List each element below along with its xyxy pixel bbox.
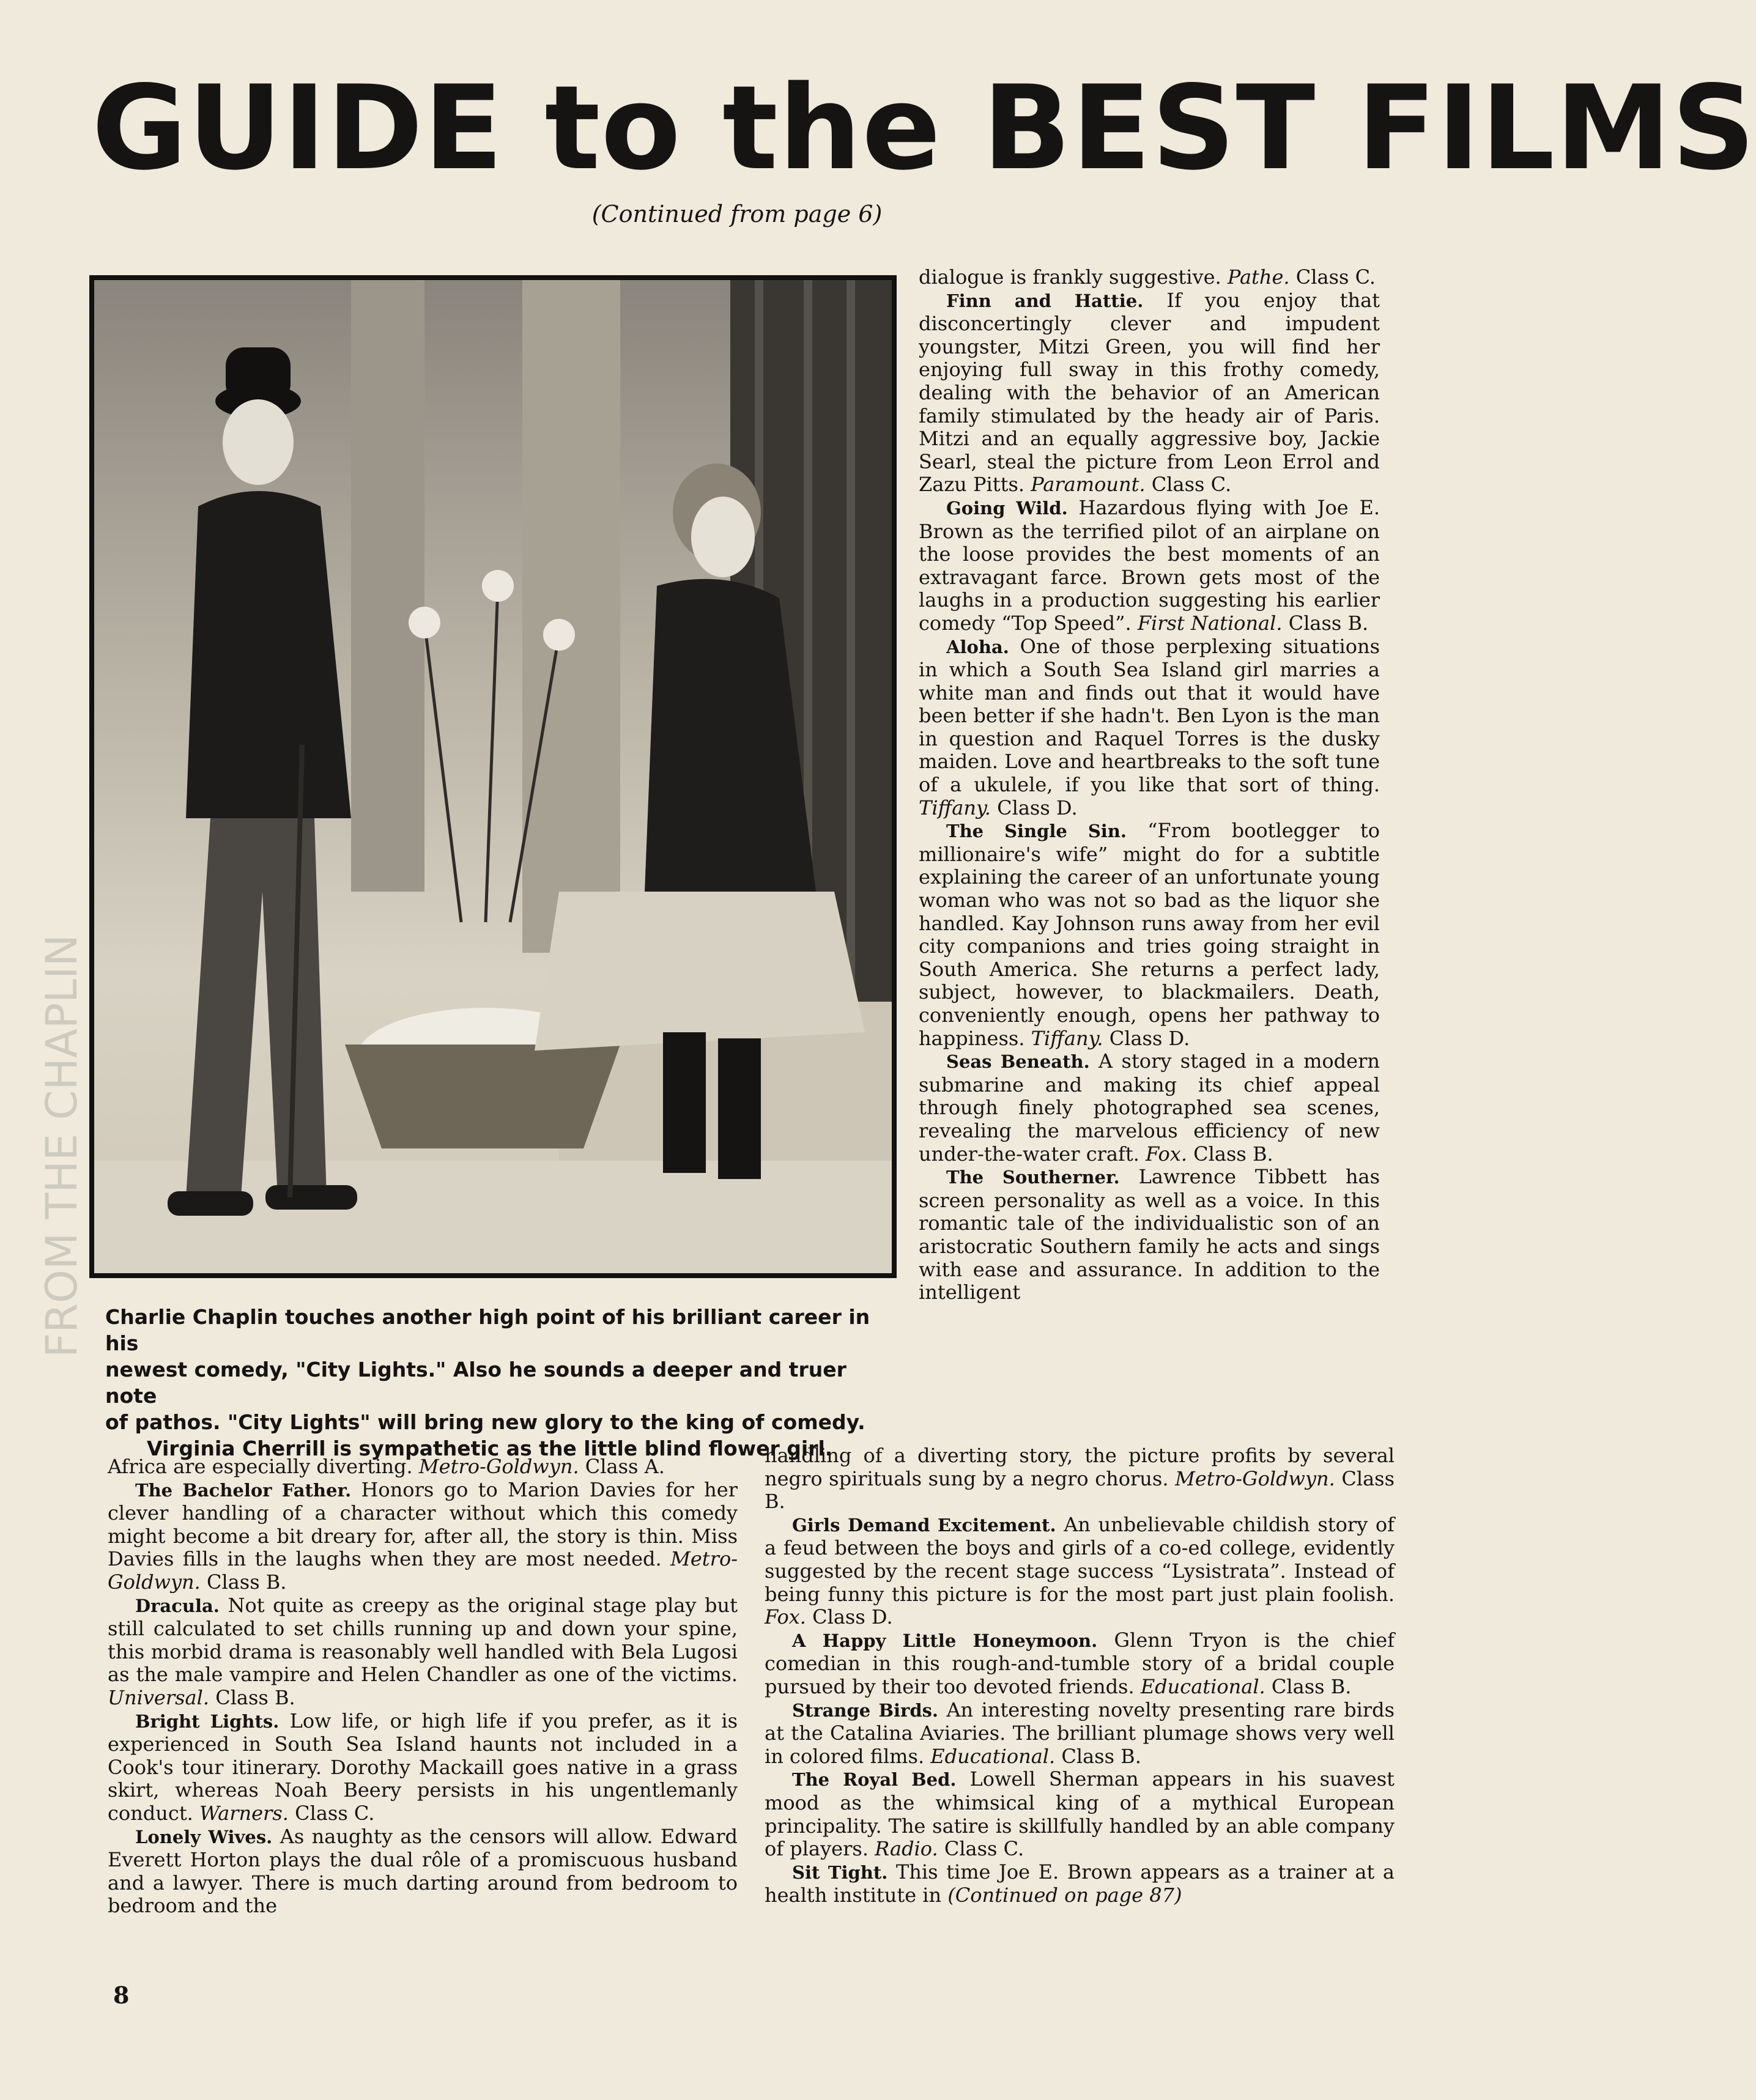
- film-still-illustration: [94, 280, 892, 1273]
- review-entry: The Southerner. Lawrence Tibbett has screen personality as well as a voice. In this romantic tale of the individualistic son of an aristocratic Southern family he acts and sings with ease and assurance. In addition to the intelligent: [919, 1165, 1380, 1304]
- film-title: The Bachelor Father.: [135, 1479, 352, 1501]
- caption-line: Charlie Chaplin touches another high point of his brilliant career in his: [105, 1305, 870, 1355]
- film-title: Girls Demand Excitement.: [792, 1514, 1056, 1536]
- caption-line: of pathos. "City Lights" will bring new glory to the king of comedy.: [105, 1410, 865, 1434]
- film-title: A Happy Little Honeymoon.: [792, 1630, 1098, 1651]
- page-title: GUIDE to the BEST FILMS: [92, 61, 1756, 196]
- review-entry: Lonely Wives. As naughty as the censors will allow. Edward Everett Horton plays the dual rôle of a promiscuous husband and a lawyer. There is much darting around from bedroom to bedroom and the: [108, 1824, 738, 1918]
- review-entry: Strange Birds. An interesting novelty presenting rare birds at the Catalina Aviaries. The brilliant plumage shows very well in colored films. Educational. Class B.: [765, 1698, 1395, 1768]
- caption-line: newest comedy, "City Lights." Also he sounds a deeper and truer note: [105, 1358, 847, 1408]
- page-number: 8: [113, 1981, 130, 2009]
- review-entry: The Single Sin. “From bootlegger to millionaire's wife” might do for a subtitle explaining the career of an unfortunate young woman who was not so bad as the liquor she handled. Kay Johnson runs away from her evil city companions and tries going straight in South America. She returns a perfect lady, subject, however, to blackmailers. Death, conveniently enough, opens her pathway to happiness. Tiffany. Class D.: [919, 819, 1380, 1050]
- film-title: Sit Tight.: [792, 1862, 888, 1883]
- review-entry: Seas Beneath. A story staged in a modern submarine and making its chief appeal through finely photographed sea scenes, revealing the marvelous efficiency of new under-the-water craft. Fox. Class B.: [919, 1049, 1380, 1166]
- film-title: The Single Sin.: [946, 821, 1127, 842]
- review-entry: Aloha. One of those perplexing situations in which a South Sea Island girl marries a white man and finds out that it would have been better if she hadn't. Ben Lyon is the man in question and Raquel Torres is the dusky maiden. Love and heartbreaks to the soft tune of a ukulele, if you like that sort of thing. Tiffany. Class D.: [919, 634, 1380, 819]
- film-title: Bright Lights.: [135, 1710, 280, 1732]
- continued-on-note: (Continued on page 87): [947, 1884, 1182, 1907]
- film-still-photo: [89, 275, 897, 1278]
- film-title: Seas Beneath.: [946, 1051, 1090, 1073]
- review-entry: Finn and Hattie. If you enjoy that disconcertingly clever and impudent youngster, Mitzi Green, you will find her enjoying full sway in this frothy comedy, dealing with the behavior of an American family stimulated by the heady air of Paris. Mitzi and an equally aggressive boy, Jackie Searl, steal the picture from Leon Errol and Zazu Pitts. Paramount. Class C.: [919, 288, 1380, 497]
- review-entry: handling of a diverting story, the picture profits by several negro spirituals sung by a negro chorus. Metro-Goldwyn. Class B.: [765, 1444, 1395, 1514]
- film-title: Aloha.: [946, 636, 1009, 657]
- review-entry: The Bachelor Father. Honors go to Marion Davies for her clever handling of a character without which this comedy might become a bit dreary for, after all, the story is thin. Miss Davies fills in the laughs when they are most needed. Metro-Goldwyn. Class B.: [108, 1477, 738, 1594]
- review-column-left: [108, 1455, 738, 1918]
- film-title: Dracula.: [135, 1595, 220, 1616]
- review-entry: A Happy Little Honeymoon. Glenn Tryon is the chief comedian in this rough-and-tumble story of a bridal couple pursued by their too devoted friends. Educational. Class B.: [765, 1628, 1395, 1698]
- review-column-right: [919, 266, 1380, 1304]
- continued-from-note: (Continued from page 6): [591, 201, 883, 227]
- photo-caption: [105, 1304, 894, 1462]
- review-entry: dialogue is frankly suggestive. Pathe. Class C.: [919, 265, 1376, 289]
- film-title: The Southerner.: [946, 1167, 1120, 1188]
- review-entry: Bright Lights. Low life, or high life if you prefer, as it is experienced in South Sea Island haunts not included in a Cook's tour itinerary. Dorothy Mackaill goes native in a grass skirt, whereas Noah Beery persists in his ungentlemanly conduct. Warners. Class C.: [108, 1709, 738, 1825]
- review-entry: Going Wild. Hazardous flying with Joe E. Brown as the terrified pilot of an airplane on the loose provides the best moments of an extravagant farce. Brown gets most of the laughs in a production suggesting his earlier comedy “Top Speed”. First National. Class B.: [919, 495, 1380, 635]
- review-column-middle: [765, 1444, 1395, 1907]
- review-entry: Sit Tight. This time Joe E. Brown appears as a trainer at a health institute in (Continued on page 87): [765, 1860, 1395, 1907]
- caption-line: Virginia Cherrill is sympathetic as the little blind flower girl.: [147, 1436, 833, 1460]
- film-title: Going Wild.: [946, 497, 1068, 519]
- film-title: The Royal Bed.: [792, 1769, 957, 1791]
- watermark-text: FROM THE CHAPLIN: [37, 934, 87, 1358]
- film-title: Strange Birds.: [792, 1699, 939, 1721]
- review-entry: Africa are especially diverting. Metro-Goldwyn. Class A.: [108, 1455, 665, 1478]
- review-entry: Dracula. Not quite as creepy as the original stage play but still calculated to set chills running up and down your spine, this morbid drama is reasonably well handled with Bela Lugosi as the male vampire and Helen Chandler as one of the victims. Universal. Class B.: [108, 1593, 738, 1709]
- review-entry: The Royal Bed. Lowell Sherman appears in his suavest mood as the whimsical king of a mythical European principality. The satire is skillfully handled by an able company of players. Radio. Class C.: [765, 1767, 1395, 1861]
- film-title: Finn and Hattie.: [946, 290, 1144, 311]
- review-entry: Girls Demand Excitement. An unbelievable childish story of a feud between the boys and girls of a co-ed college, evidently suggested by the recent stage success “Lysistrata”. Instead of being funny this picture is for the most part just plain foolish. Fox. Class D.: [765, 1512, 1395, 1629]
- film-title: Lonely Wives.: [135, 1826, 273, 1847]
